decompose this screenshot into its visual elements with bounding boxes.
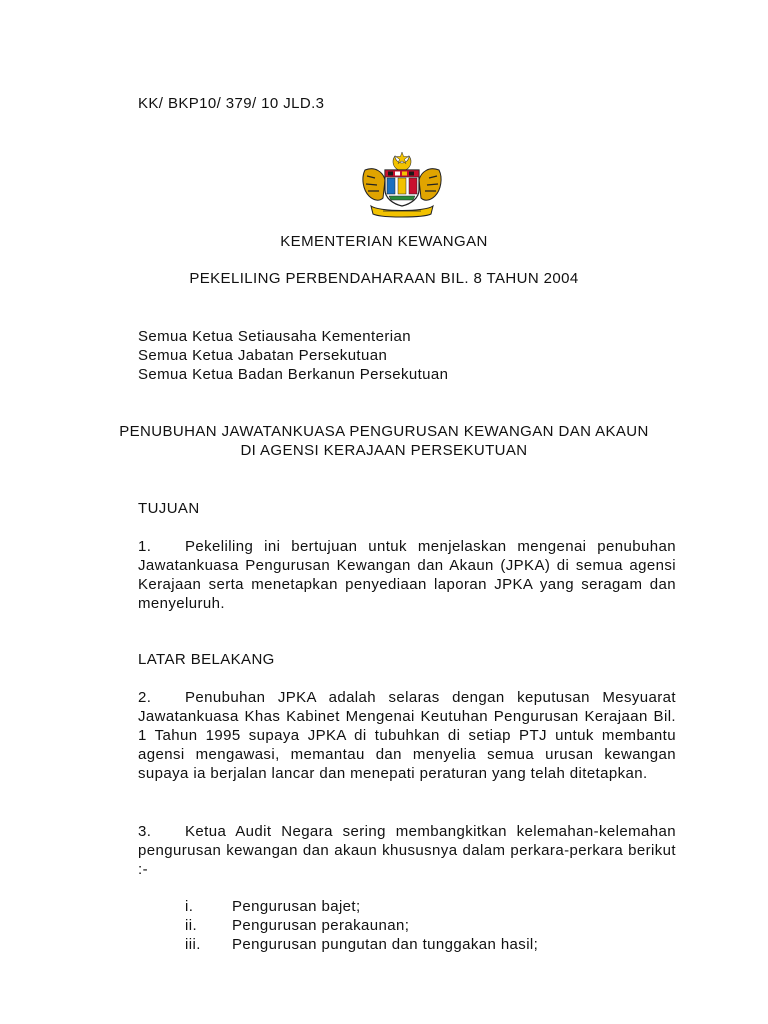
- list-item: [185, 936, 538, 953]
- recipient-line: Semua Ketua Jabatan Persekutuan: [138, 347, 388, 364]
- malaysia-coat-of-arms-icon: [357, 150, 447, 218]
- paragraph-number: 3.: [138, 823, 152, 840]
- subject-line: DI AGENSI KERAJAAN PERSEKUTUAN: [240, 442, 528, 459]
- circular-title: PEKELILING PERBENDAHARAAN BIL. 8 TAHUN 2004: [189, 270, 579, 287]
- paragraph-2: [138, 688, 676, 783]
- recipient-line: Semua Ketua Setiausaha Kementerian: [138, 328, 411, 345]
- list-item-numeral: iii.: [185, 936, 201, 953]
- list-item-text: Pengurusan bajet;: [232, 898, 361, 915]
- list-item-text: Pengurusan perakaunan;: [232, 917, 410, 934]
- list-item-numeral: i.: [185, 898, 194, 915]
- paragraph-1: [138, 537, 676, 613]
- paragraph-number: 2.: [138, 689, 152, 706]
- paragraph-text: Pekeliling ini bertujuan untuk menjelaskan mengenai penubuhan Jawatankuasa Pengurusan Kewangan dan Akaun (JPKA) di semua agensi Kerajaan serta menetapkan penyediaan laporan JPKA yang seragam dan menyeluruh.: [138, 538, 676, 612]
- paragraph-text: Penubuhan JPKA adalah selaras dengan keputusan Mesyuarat Jawatankuasa Khas Kabinet Mengenai Keutuhan Pengurusan Kerajaan Bil. 1 Tahun 1995 supaya JPKA di tubuhkan di setiap PTJ untuk membantu agensi mengawasi, memantau dan menyelia semua urusan kewangan supaya ia berjalan lancar dan menepati peraturan yang telah ditetapkan.: [138, 689, 676, 782]
- paragraph-number: 1.: [138, 538, 152, 555]
- list-item-text: Pengurusan pungutan dan tunggakan hasil;: [232, 936, 539, 953]
- reference-number: KK/ BKP10/ 379/ 10 JLD.3: [138, 95, 325, 112]
- ministry-heading: KEMENTERIAN KEWANGAN: [280, 233, 488, 250]
- section-heading-purpose: TUJUAN: [138, 500, 200, 517]
- list-item: [185, 917, 409, 934]
- paragraph-3: [138, 822, 676, 879]
- list-item-numeral: ii.: [185, 917, 198, 934]
- paragraph-text: Ketua Audit Negara sering membangkitkan kelemahan-kelemahan pengurusan kewangan dan akaun khususnya dalam perkara-perkara berikut :-: [138, 823, 676, 878]
- recipient-line: Semua Ketua Badan Berkanun Persekutuan: [138, 366, 449, 383]
- list-item: [185, 898, 361, 915]
- subject-line: PENUBUHAN JAWATANKUASA PENGURUSAN KEWANGAN DAN AKAUN: [119, 423, 649, 440]
- section-heading-background: LATAR BELAKANG: [138, 651, 275, 668]
